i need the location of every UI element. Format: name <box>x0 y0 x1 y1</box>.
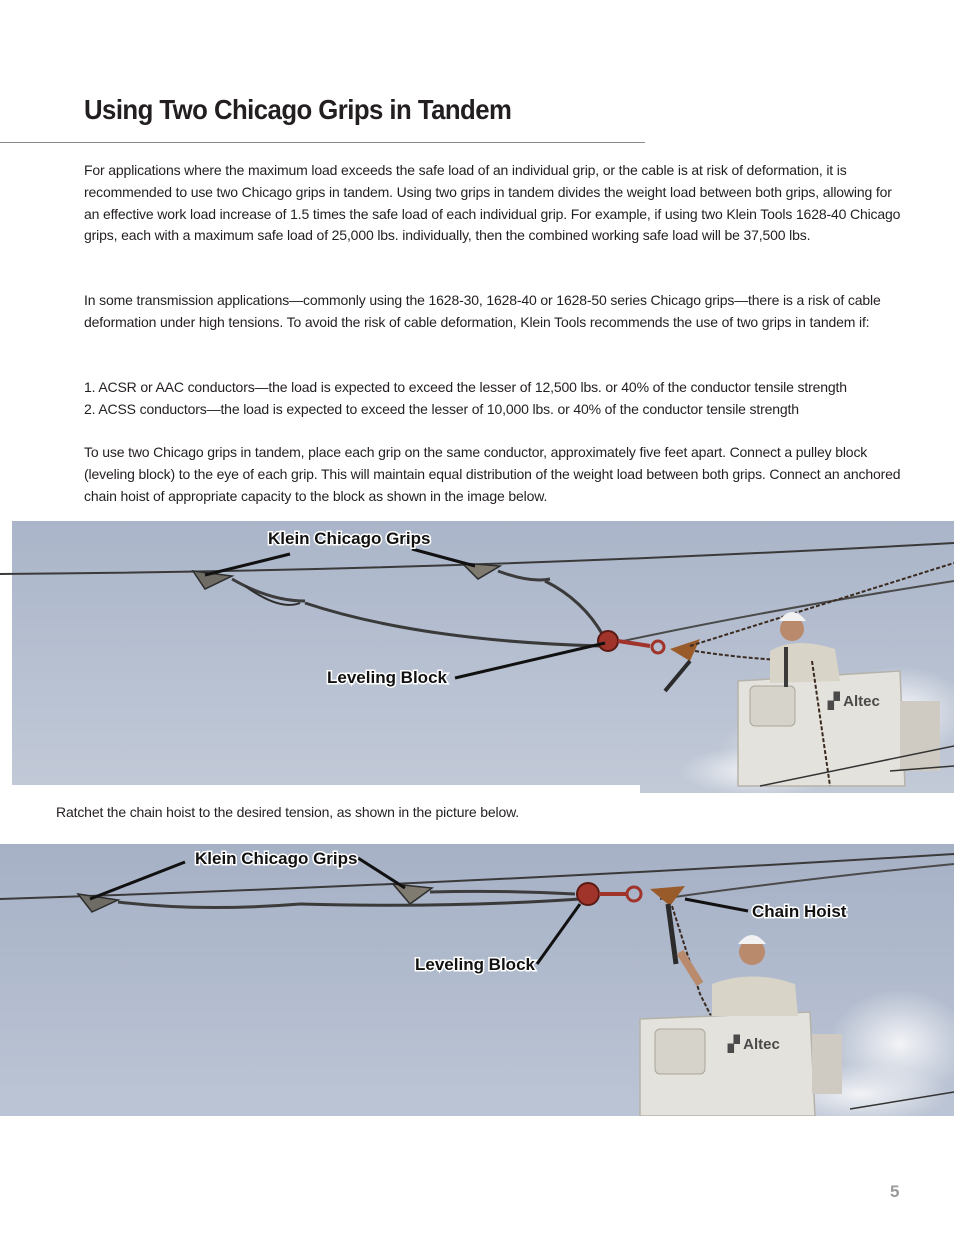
label-klein-chicago-grips: Klein Chicago Grips <box>268 529 431 548</box>
page-title: Using Two Chicago Grips in Tandem <box>84 94 512 125</box>
paragraph-intro <box>84 160 904 247</box>
list-item: 2. ACSS conductors—the load is expected to exceed the lesser of 10,000 lbs. or 40% of the conductor tensile strength <box>84 400 799 417</box>
label-klein-chicago-grips: Klein Chicago Grips <box>195 849 358 868</box>
caption-ratchet: Ratchet the chain hoist to the desired tension, as shown in the picture below. <box>56 804 520 820</box>
list-item: 1. ACSR or AAC conductors—the load is expected to exceed the lesser of 12,500 lbs. or 40% of the conductor tensile strength <box>84 379 847 395</box>
photo-tensioned-grips <box>0 844 954 1116</box>
paragraph-intro-text: For applications where the maximum load exceeds the safe load of an individual grip, or the cable is at risk of deformation, it is recommended to use two Chicago grips in tandem. Using two grips in tandem divides the weight load between both grips, allowing for an effective work load increase of 1.5 times the safe load of each individual grip. For example, if using two Klein Tools 1628-40 Chicago grips, each with a maximum safe load of 25,000 lbs. individually, then the combined working safe load will be 37,500 lbs. <box>84 162 901 244</box>
paragraph-procedure <box>84 442 904 507</box>
label-leveling-block: Leveling Block <box>415 955 535 974</box>
photo-tandem-grips-setup <box>0 521 954 793</box>
page-number: 5 <box>890 1182 900 1201</box>
title-rule <box>0 142 645 143</box>
bucket-brand-logo: ▞ Altec <box>728 1036 780 1053</box>
paragraph-transmission-text: In some transmission applications—commonly using the 1628-30, 1628-40 or 1628-50 series Chicago grips—there is a risk of cable deformation under high tensions. To avoid the risk of cable deformation, Klein Tools recommends the use of two grips in tandem if: <box>84 292 881 330</box>
conditions-list <box>84 377 904 421</box>
label-chain-hoist: Chain Hoist <box>752 902 847 921</box>
bucket-brand-logo: ▞ Altec <box>828 693 880 710</box>
paragraph-transmission <box>84 290 904 334</box>
label-leveling-block: Leveling Block <box>327 668 447 687</box>
paragraph-procedure-text: To use two Chicago grips in tandem, place each grip on the same conductor, approximately five feet apart. Connect a pulley block (leveling block) to the eye of each grip. This will maintain equal distribution of the weight load between both grips. Connect an anchored chain hoist of appropriate capacity to the block as shown in the image below. <box>84 444 901 504</box>
